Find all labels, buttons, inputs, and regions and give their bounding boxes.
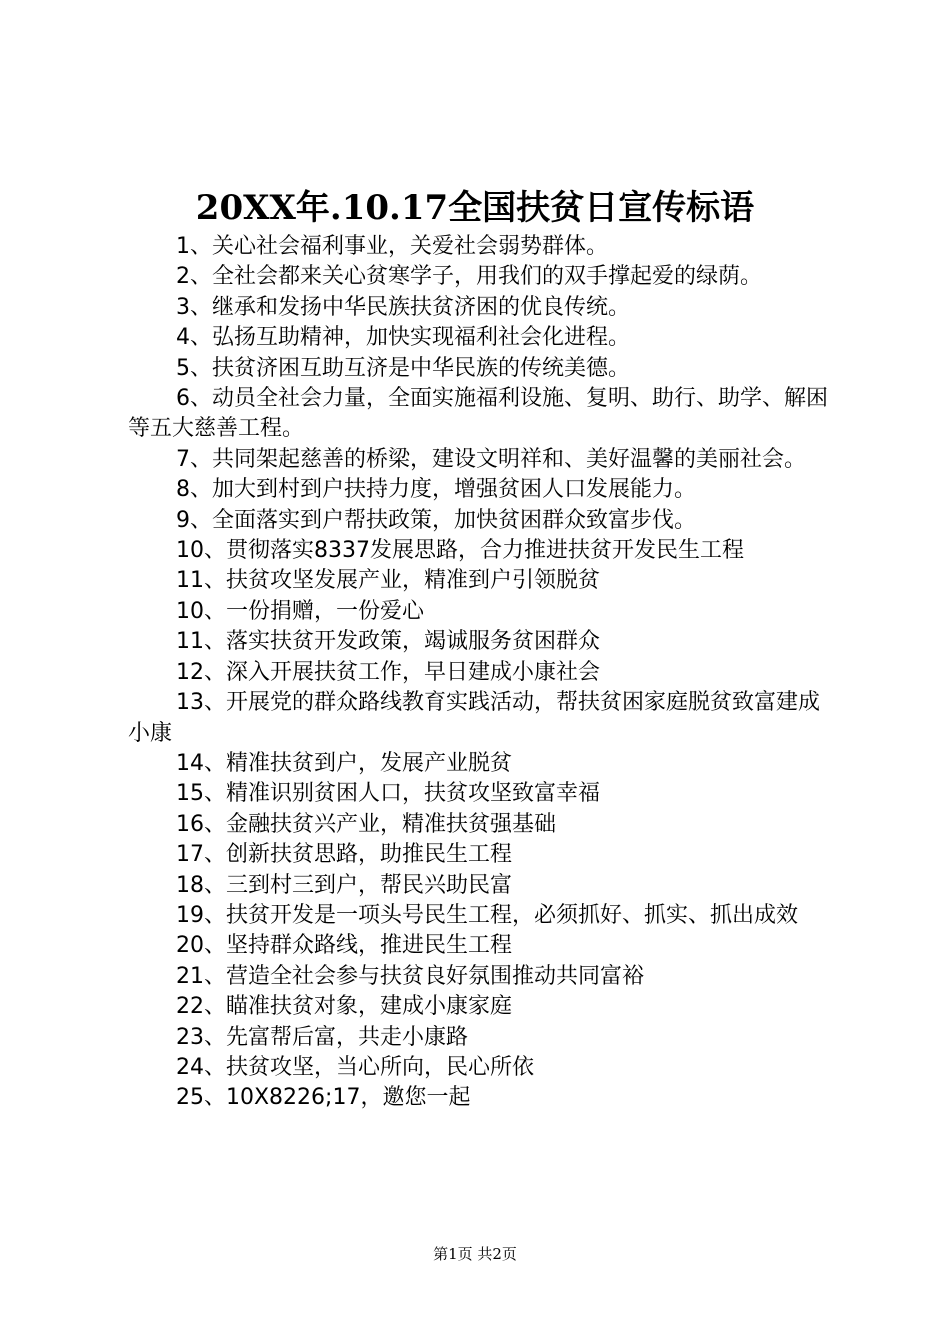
slogan-item: 19、扶贫开发是一项头号民生工程，必须抓好、抓实、抓出成效 [176, 902, 798, 928]
slogan-item: 1、关心社会福利事业，关爱社会弱势群体。 [176, 234, 608, 259]
document-title: 20XX年.10.17全国扶贫日宣传标语 [195, 188, 755, 228]
slogan-item: 5、扶贫济困互助互济是中华民族的传统美德。 [176, 355, 630, 381]
slogan-list [128, 232, 838, 1114]
slogan-item: 8、加大到村到户扶持力度，增强贫困人口发展能力。 [176, 477, 696, 503]
slogan-item: 25、10X8226;17，邀您一起 [176, 1085, 471, 1111]
slogan-item: 15、精准识别贫困人口，扶贫攻坚致富幸福 [176, 781, 600, 807]
slogan-item: 23、先富帮后富，共走小康路 [176, 1024, 468, 1050]
slogan-item: 16、金融扶贫兴产业，精准扶贫强基础 [176, 811, 556, 837]
slogan-item: 12、深入开展扶贫工作，早日建成小康社会 [176, 659, 600, 685]
slogan-item: 21、营造全社会参与扶贫良好氛围推动共同富裕 [176, 963, 644, 989]
slogan-item: 17、创新扶贫思路，助推民生工程 [176, 842, 512, 868]
slogan-item: 18、三到村三到户，帮民兴助民富 [176, 872, 512, 898]
slogan-item: 10、一份捐赠，一份爱心 [176, 598, 424, 624]
slogan-item: 10、贯彻落实8337发展思路，合力推进扶贫开发民生工程 [176, 538, 744, 564]
slogan-item: 9、全面落实到户帮扶政策，加快贫困群众致富步伐。 [176, 507, 696, 533]
slogan-item: 3、继承和发扬中华民族扶贫济困的优良传统。 [176, 294, 630, 320]
slogan-item: 13、开展党的群众路线教育实践活动，帮扶贫困家庭脱贫致富建成小康 [128, 690, 820, 746]
slogan-item: 11、扶贫攻坚发展产业，精准到户引领脱贫 [176, 568, 600, 594]
slogan-item: 20、坚持群众路线，推进民生工程 [176, 933, 512, 959]
slogan-item: 24、扶贫攻坚，当心所向，民心所依 [176, 1054, 534, 1080]
slogan-item: 4、弘扬互助精神，加快实现福利社会化进程。 [176, 325, 630, 351]
slogan-item: 22、瞄准扶贫对象，建成小康家庭 [176, 994, 512, 1020]
slogan-item: 14、精准扶贫到户，发展产业脱贫 [176, 750, 512, 776]
slogan-item: 2、全社会都来关心贫寒学子，用我们的双手撑起爱的绿荫。 [176, 264, 762, 290]
slogan-item: 6、动员全社会力量，全面实施福利设施、复明、助行、助学、解困等五大慈善工程。 [128, 386, 828, 442]
page-footer: 第1页 共2页 [433, 1245, 517, 1263]
slogan-item: 7、共同架起慈善的桥梁，建设文明祥和、美好温馨的美丽社会。 [176, 446, 806, 472]
slogan-item: 11、落实扶贫开发政策，竭诚服务贫困群众 [176, 629, 600, 655]
